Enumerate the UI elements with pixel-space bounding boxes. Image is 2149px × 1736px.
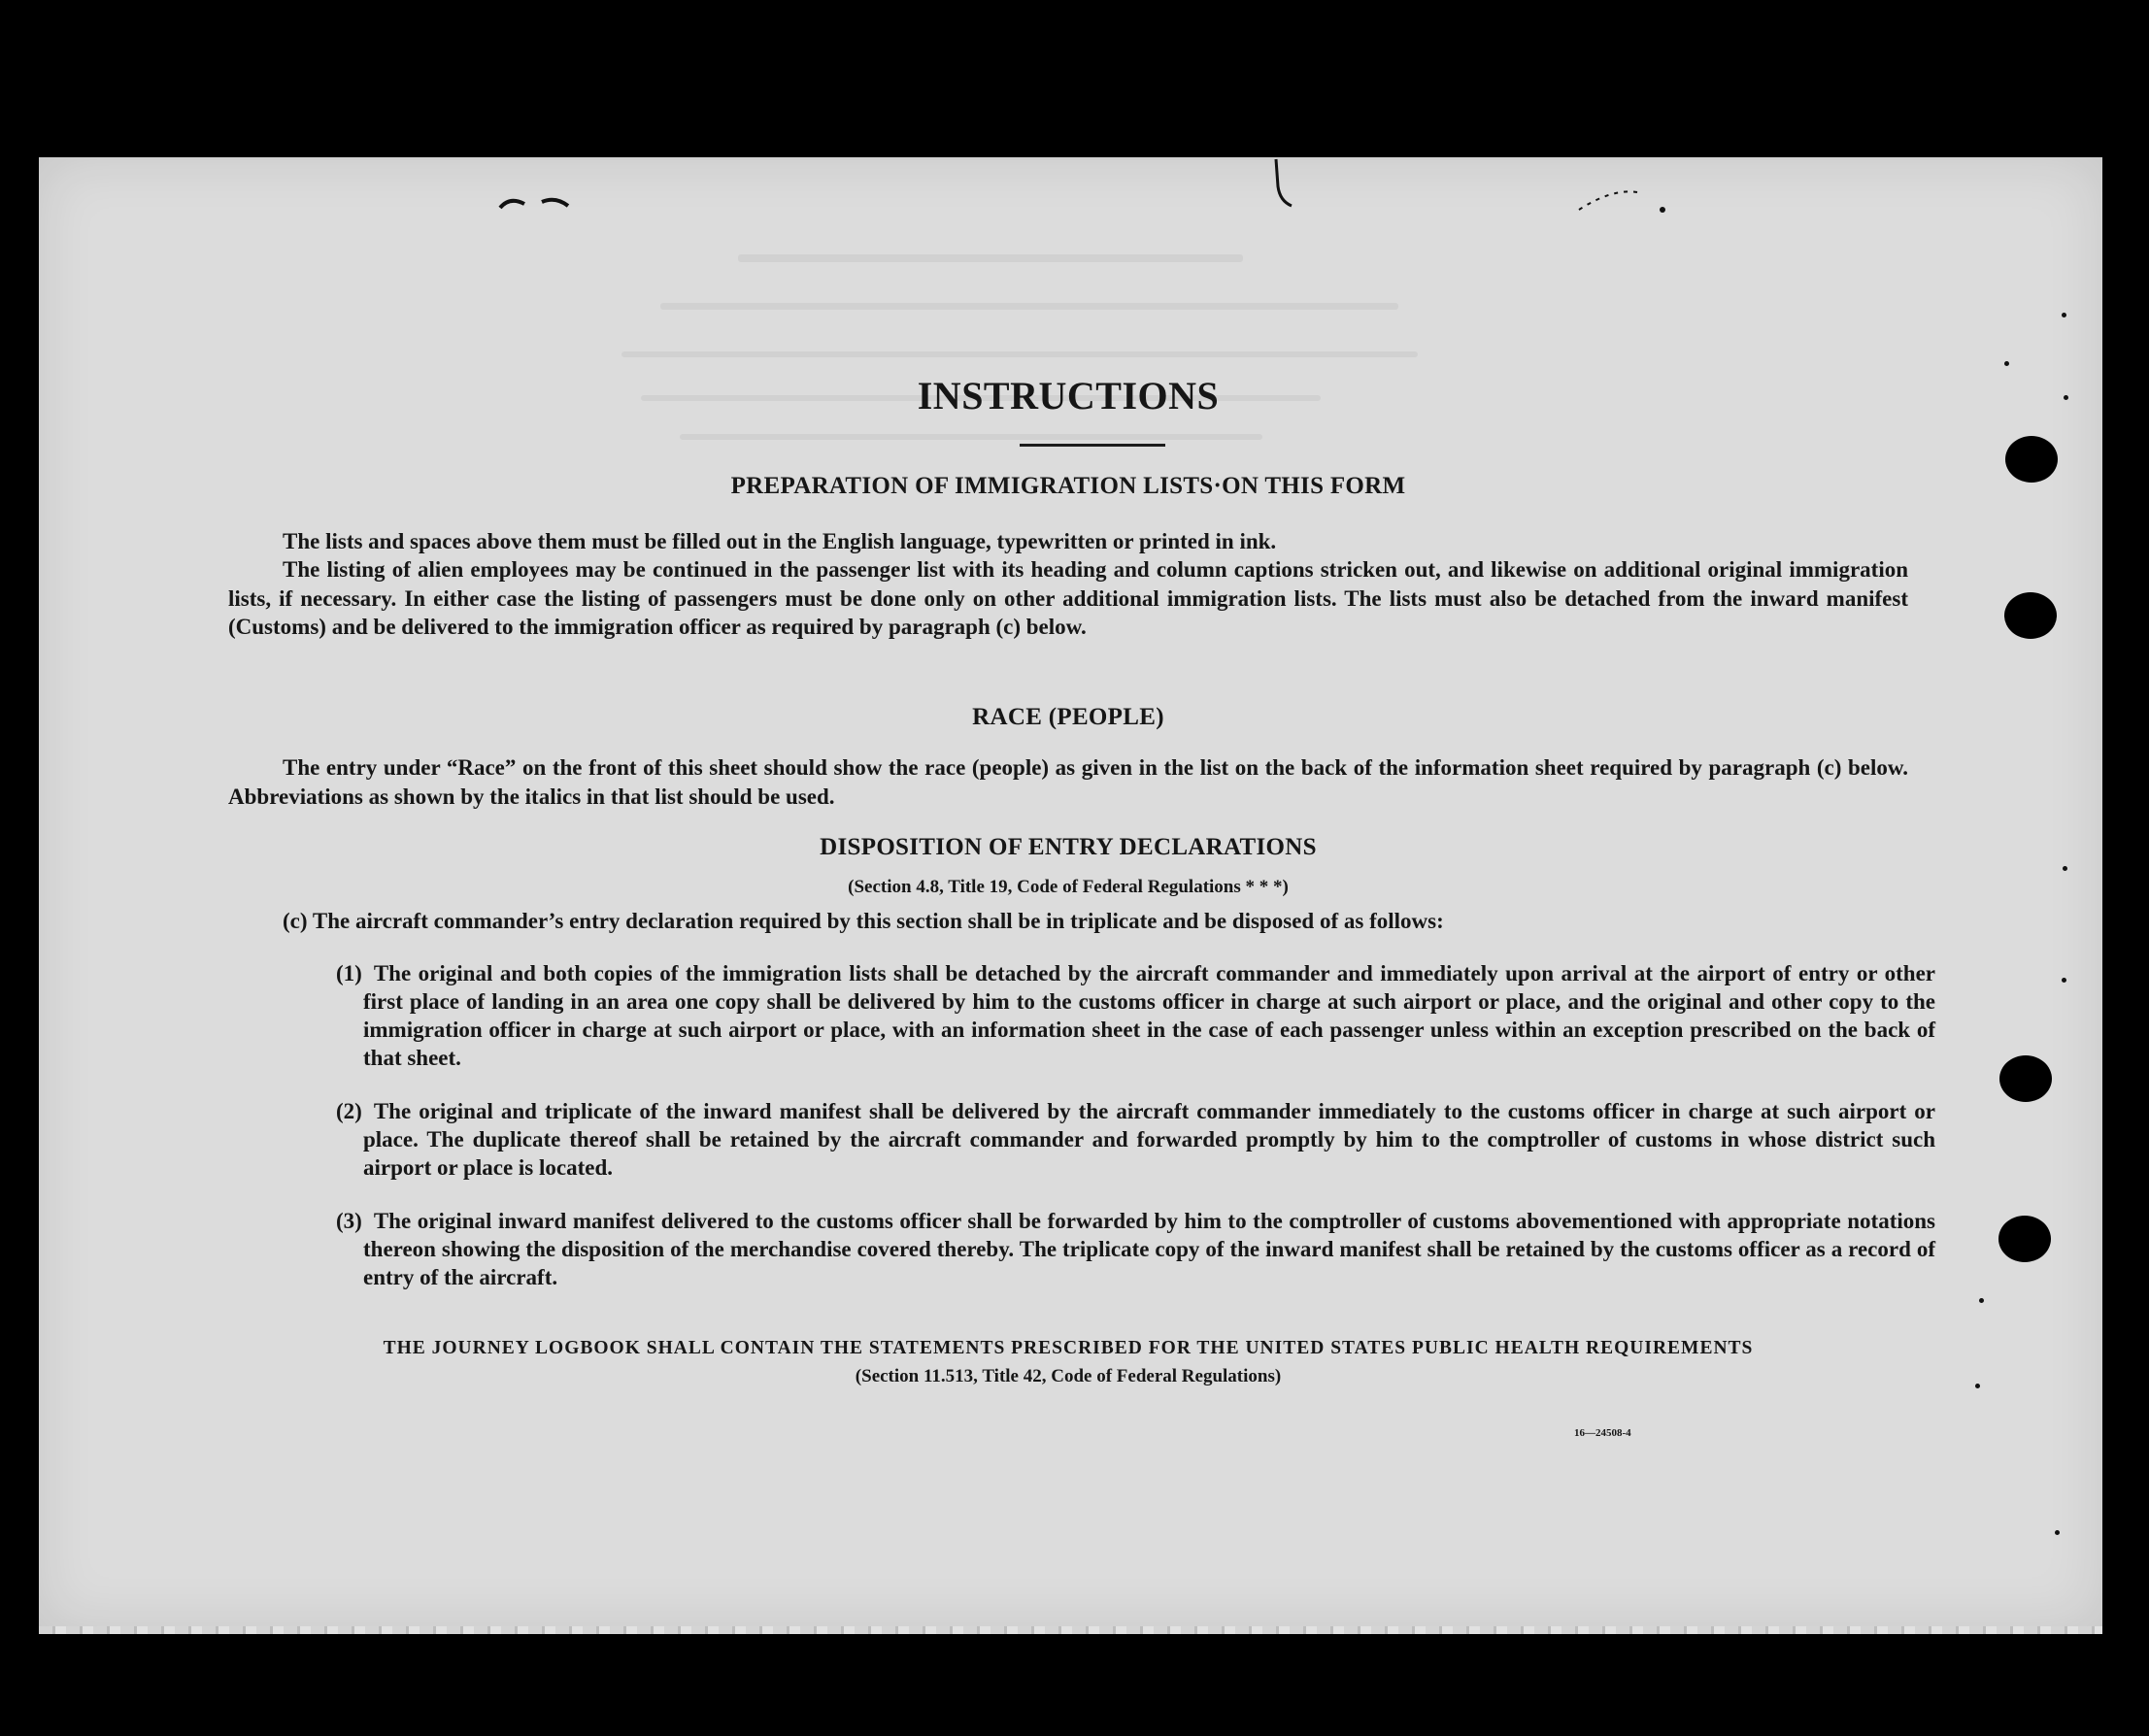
list-item-text: The original inward manifest delivered to the customs officer shall be forwarded by him to the comptroller of customs abovementioned with appropriate notations thereon showing the disposition of the merchandise covered thereby. The triplicate copy of the inward manifest shall be retained by the customs officer as a record of entry of the aircraft. bbox=[363, 1209, 1935, 1289]
paragraph-race: The entry under “Race” on the front of this sheet should show the race (people) as given in the list on the back of the information sheet required by paragraph (c) below. Abbreviations as shown by the italics in that list should be used. bbox=[228, 755, 1908, 809]
speck bbox=[2004, 361, 2009, 366]
speck bbox=[1975, 1384, 1980, 1388]
list-item-number: (2) bbox=[336, 1099, 362, 1123]
paragraph-preparation-1: The lists and spaces above them must be filled out in the English language, typewritten or printed in ink. bbox=[283, 529, 1277, 553]
paragraph-preparation-2: The listing of alien employees may be continued in the passenger list with its heading and column captions stricken out, and likewise on additional original immigration lists, if necessary. In either case the listing of passengers must be done only on other additional immigration lists. The lists must also be detached from the inward manifest (Customs) and be delivered to the immigration officer as required by paragraph (c) below. bbox=[228, 557, 1908, 639]
punch-hole bbox=[2004, 592, 2057, 639]
section-heading-disposition: DISPOSITION OF ENTRY DECLARATIONS bbox=[820, 834, 1317, 860]
punch-hole bbox=[1998, 1216, 2051, 1262]
health-requirements-citation: (Section 11.513, Title 42, Code of Federal Regulations) bbox=[855, 1366, 1282, 1386]
page-title: INSTRUCTIONS bbox=[917, 374, 1220, 417]
pen-mark-top-right bbox=[1573, 181, 1680, 219]
section-heading-preparation: PREPARATION OF IMMIGRATION LISTS·ON THIS FORM bbox=[730, 473, 1406, 499]
speck bbox=[2064, 395, 2068, 400]
section-heading-race: RACE (PEOPLE) bbox=[972, 704, 1164, 730]
form-number: 16—24508-4 bbox=[1574, 1427, 1631, 1439]
list-item-text: The original and both copies of the immigration lists shall be detached by the aircraft commander and immediately upon arrival at the airport of entry or other first place of landing in an area one copy shall be delivered by him to the customs officer in charge at such airport or place, and the original and other copy to the immigration officer in charge at such airport or place, with an information sheet in the case of each passenger unless within an exception prescribed on the back of that sheet. bbox=[363, 961, 1935, 1070]
health-requirements-notice: THE JOURNEY LOGBOOK SHALL CONTAIN THE STATEMENTS PRESCRIBED FOR THE UNITED STATES PUBLIC HEALTH REQUIREMENTS bbox=[383, 1338, 1754, 1358]
list-item-number: (3) bbox=[336, 1209, 362, 1233]
list-item bbox=[336, 1207, 1935, 1291]
paragraph-disposition-intro: (c) The aircraft commander’s entry declaration required by this section shall be in triplicate and be disposed of as follows: bbox=[283, 909, 1444, 933]
section-subheading-disposition: (Section 4.8, Title 19, Code of Federal Regulations * * *) bbox=[848, 877, 1289, 897]
pen-mark-top-center bbox=[1262, 157, 1301, 216]
list-item-text: The original and triplicate of the inward manifest shall be delivered by the aircraft commander immediately to the customs officer in charge at such airport or place. The duplicate thereof shall be retained by the aircraft commander and forwarded promptly by him to the comptroller of customs in whose district such airport or place is located. bbox=[363, 1099, 1935, 1180]
punch-hole bbox=[2005, 436, 2058, 483]
speck bbox=[2063, 866, 2067, 871]
document-sheet bbox=[39, 157, 2102, 1628]
bleed-through-decoration bbox=[621, 235, 1495, 494]
speck bbox=[2062, 313, 2066, 317]
bleed-through-marks bbox=[621, 235, 1495, 487]
punch-hole bbox=[1999, 1055, 2052, 1102]
pen-mark-top-left bbox=[495, 188, 583, 217]
speck bbox=[1979, 1298, 1984, 1303]
list-item bbox=[336, 959, 1935, 1072]
speck bbox=[2062, 978, 2066, 983]
list-item-number: (1) bbox=[336, 961, 362, 985]
title-underline bbox=[1020, 444, 1165, 447]
speck bbox=[2055, 1530, 2060, 1535]
list-item bbox=[336, 1097, 1935, 1182]
